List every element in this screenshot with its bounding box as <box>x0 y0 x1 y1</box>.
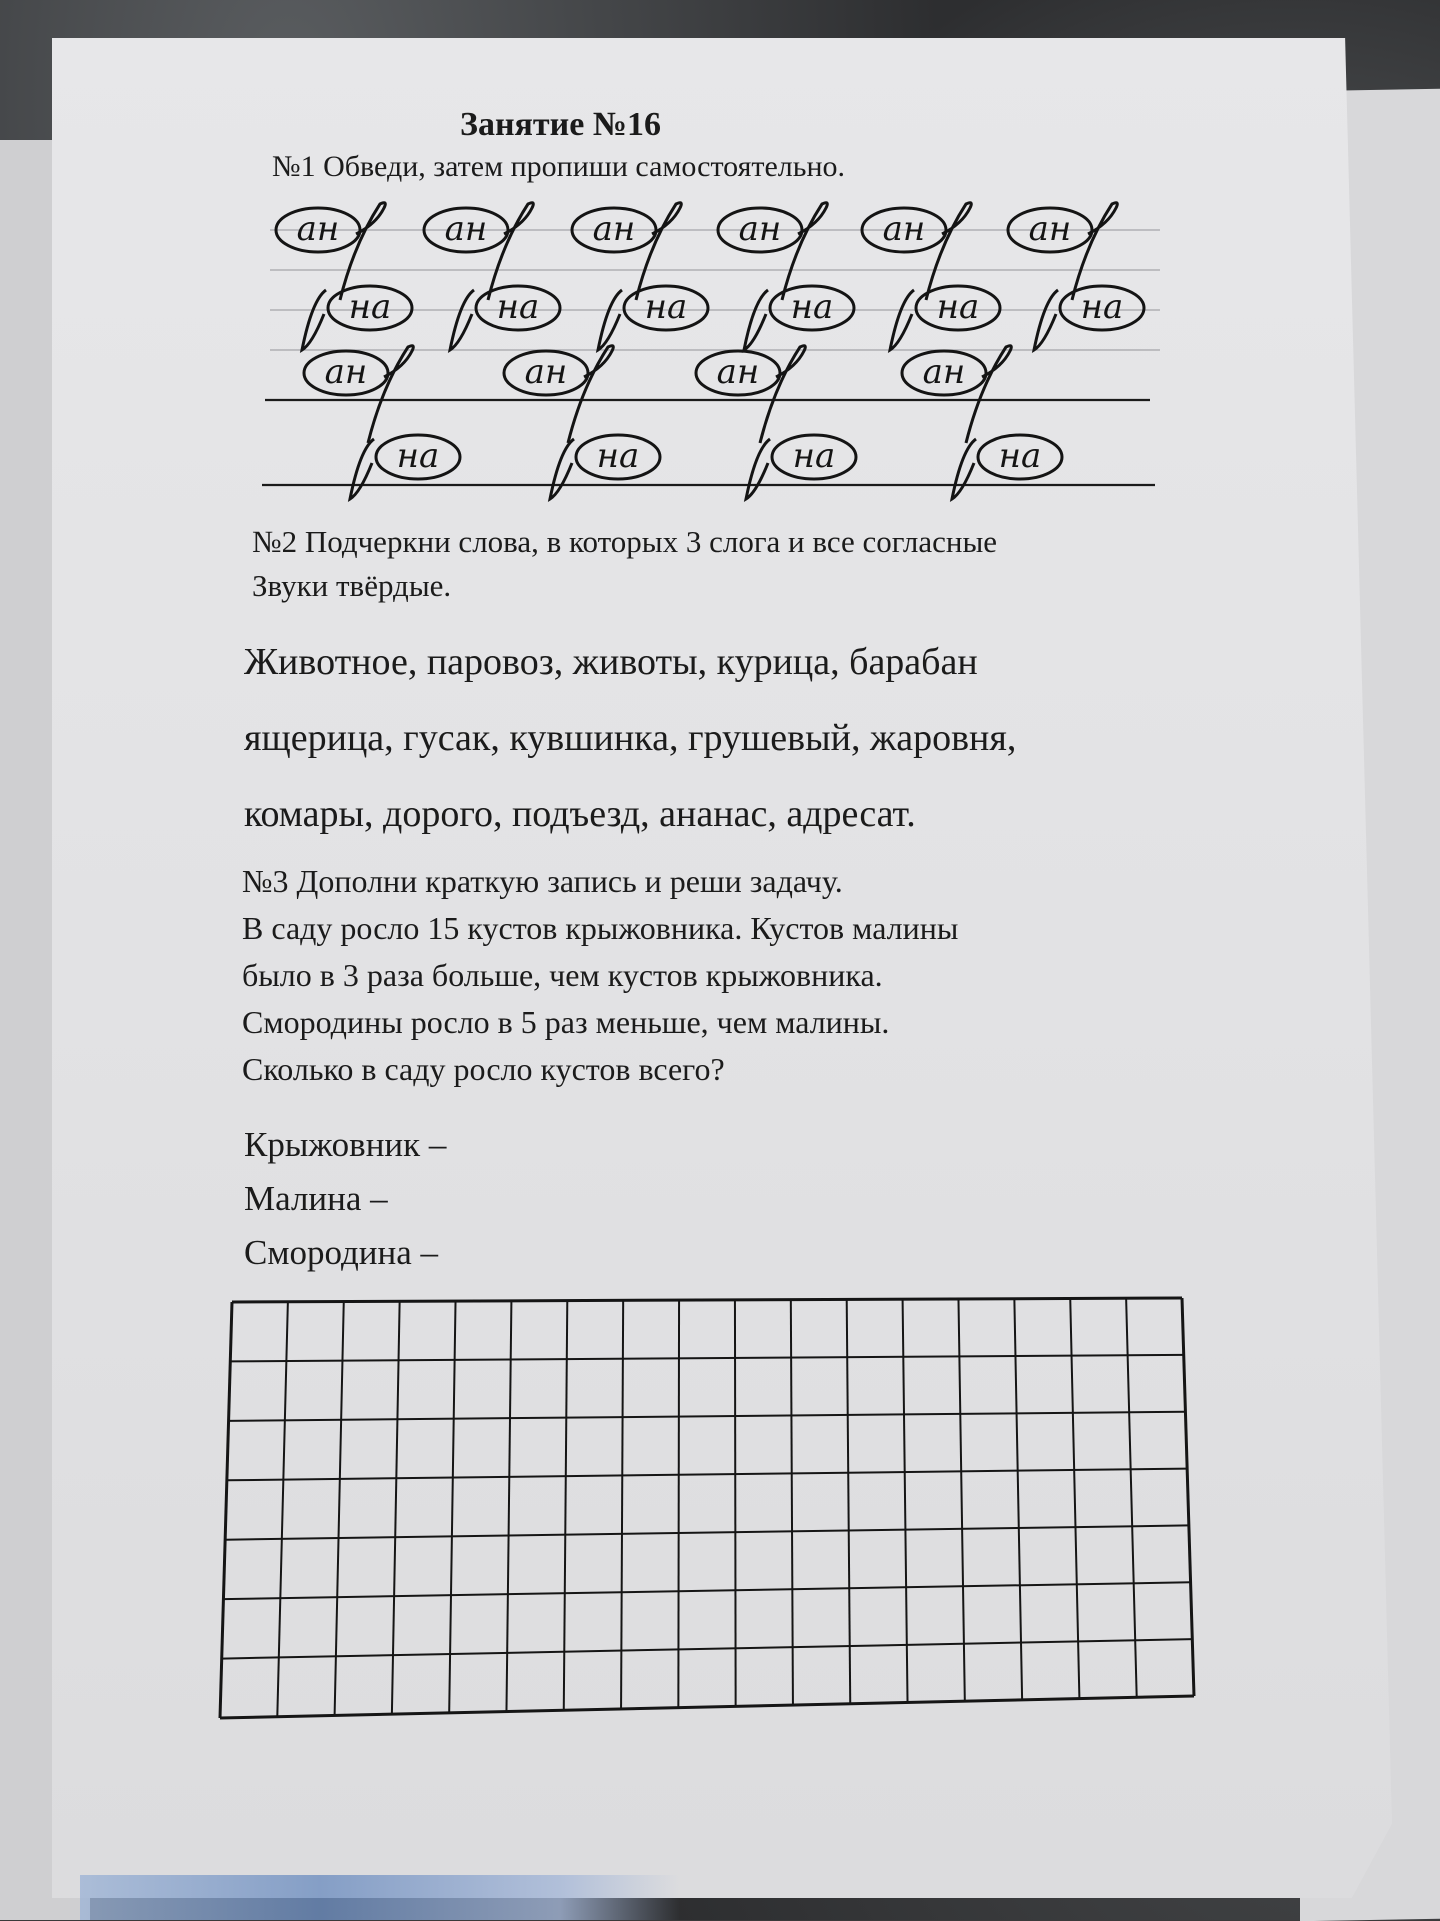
grid-row-line <box>227 1469 1187 1481</box>
svg-text:на: на <box>998 436 1042 476</box>
grid-column-line <box>1014 1299 1022 1700</box>
svg-text:на: на <box>936 287 980 327</box>
grid-row-line <box>229 1412 1186 1421</box>
svg-text:ан: ан <box>1028 209 1072 249</box>
grid-column-line <box>564 1301 568 1711</box>
task2-line1: №2 Подчеркни слова, в которых 3 слога и все согласные <box>252 524 998 559</box>
grid-column-line <box>392 1301 400 1714</box>
grid-column-line <box>1070 1298 1079 1698</box>
words-line1: Животное, паровоз, животы, курица, барабан <box>244 641 978 683</box>
grid-column-line <box>678 1300 679 1708</box>
svg-text:на: на <box>496 287 540 327</box>
task3-line1: №3 Дополни краткую запись и реши задачу. <box>242 863 843 899</box>
grid-row-line <box>232 1298 1182 1302</box>
grid-row-line <box>230 1355 1183 1362</box>
svg-text:ан: ан <box>738 209 782 249</box>
grid-column-line <box>621 1300 623 1709</box>
words-line3: комары, дорого, подъезд, ананас, адресат. <box>244 793 916 835</box>
task1-heading: №1 Обведи, затем пропиши самостоятельно. <box>272 150 846 183</box>
task3-line2: В саду росло 15 кустов крыжовника. Кустов малины <box>242 910 959 946</box>
svg-text:ан: ан <box>324 352 368 392</box>
task3-line5: Сколько в саду росло кустов всего? <box>242 1051 725 1087</box>
grid-column-line <box>1182 1298 1194 1696</box>
svg-text:на: на <box>792 436 836 476</box>
grid-column-line <box>277 1302 288 1717</box>
svg-text:ан: ан <box>882 209 926 249</box>
svg-text:ан: ан <box>524 352 568 392</box>
svg-text:на: на <box>348 287 392 327</box>
svg-text:на: на <box>644 287 688 327</box>
grid-column-line <box>791 1300 793 1705</box>
svg-text:на: на <box>1080 287 1124 327</box>
words-line2: ящерица, гусак, кувшинка, грушевый, жаровня, <box>244 717 1017 759</box>
grid-column-line <box>847 1299 851 1703</box>
grid-column-line <box>220 1302 232 1718</box>
grid-column-line <box>1126 1298 1137 1697</box>
svg-text:ан: ан <box>296 209 340 249</box>
svg-text:ан: ан <box>922 352 966 392</box>
grid-column-line <box>335 1302 344 1716</box>
grid-row-line <box>223 1582 1190 1599</box>
task3-line3: было в 3 раза больше, чем кустов крыжовника. <box>242 957 883 993</box>
svg-text:ан: ан <box>592 209 636 249</box>
short-record-raspberry: Малина – <box>244 1179 388 1218</box>
worksheet-title: Занятие №16 <box>460 106 661 143</box>
grid-column-line <box>506 1301 511 1712</box>
svg-text:ан: ан <box>444 209 488 249</box>
grid-column-line <box>449 1301 455 1713</box>
grid-row-line <box>225 1525 1189 1539</box>
svg-text:на: на <box>596 436 640 476</box>
svg-text:на: на <box>790 287 834 327</box>
short-record-gooseberry: Крыжовник – <box>244 1125 447 1164</box>
task3-line4: Смородины росло в 5 раз меньше, чем малины. <box>242 1004 890 1040</box>
grid-column-line <box>903 1299 908 1702</box>
task2-line2: Звуки твёрдые. <box>252 568 452 603</box>
svg-text:ан: ан <box>716 352 760 392</box>
grid-column-line <box>958 1299 964 1701</box>
short-record-currant: Смородина – <box>244 1233 439 1272</box>
grid-row-line <box>222 1639 1193 1658</box>
grid-column-line <box>735 1300 736 1706</box>
svg-text:на: на <box>396 436 440 476</box>
grid-row-line <box>220 1696 1194 1718</box>
blue-stain <box>80 1875 680 1920</box>
